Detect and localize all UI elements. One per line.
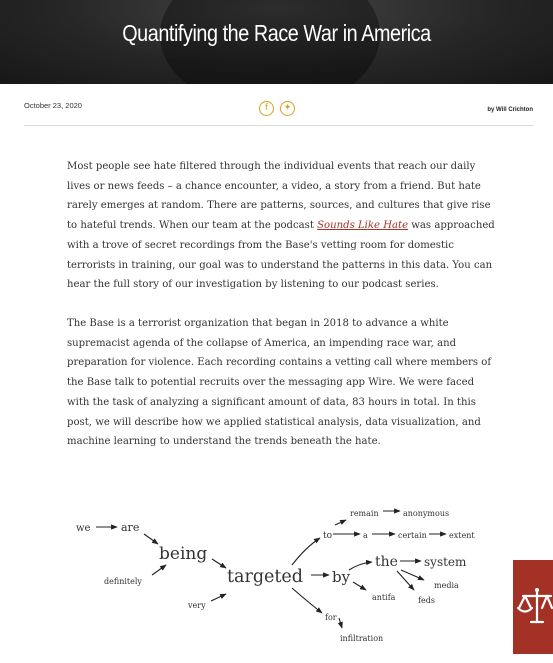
scales-icon [513, 560, 553, 654]
word-are: are [121, 521, 140, 534]
word-targeted: targeted [227, 567, 303, 587]
justice-scales-badge[interactable] [513, 560, 553, 654]
paragraph-text: Most people see hate filtered through the individual events that reach our daily lives or news feeds – a chance encounter, a video, a story from a friend. But hate rarely emerges at random. There are patterns, sources, and cultures that give rise to hateful trends. When our team at the podcast [67, 161, 491, 232]
article-paragraph-2: The Base is a terrorist organization that began in 2018 to advance a white supremacist agenda of the collapse of America, an impending race war, and preparation for violence. Each recording contains a vetting call where members of the Base talk to potential recruits over the messaging app Wire. We were faced with the task of analyzing a significant amount of data, 83 hours in total. In this post, we will describe how we applied statistical analysis, data visualization, and machine learning to understand the trends beneath the hate. [67, 318, 492, 448]
twitter-icon[interactable]: ✦ [280, 101, 295, 116]
word-certain: certain [398, 531, 427, 540]
word-feds: feds [418, 596, 435, 605]
author-byline: by Will Crichton [487, 107, 533, 113]
word-being: being [159, 544, 208, 564]
hero-banner [0, 0, 553, 84]
word-anonymous: anonymous [403, 509, 450, 518]
word-by: by [332, 568, 351, 586]
word-infiltration: infiltration [340, 634, 384, 643]
word-media: media [434, 581, 459, 590]
facebook-icon[interactable]: f [259, 101, 274, 116]
share-buttons [259, 101, 295, 116]
word-antifa: antifa [372, 593, 396, 602]
article-paragraph-1 [67, 157, 497, 295]
word-tree-diagram [0, 490, 553, 663]
word-very: very [188, 601, 206, 610]
word-the: the [375, 554, 398, 570]
word-remain: remain [350, 509, 379, 518]
word-system: system [424, 555, 467, 569]
word-extent: extent [449, 531, 475, 540]
publish-date: October 23, 2020 [24, 101, 82, 110]
podcast-link[interactable]: Sounds Like Hate [317, 220, 409, 232]
word-for: for [325, 613, 337, 622]
word-we: we [76, 523, 91, 534]
word-to: to [323, 531, 333, 541]
header-divider [24, 125, 533, 126]
paragraph-text: was approached with a trove of secret recordings from the Base's vetting room for domestic terrorists in training, our goal was to understand the patterns in this data. You can hear the full story of our investigation by listening to our podcast series. [67, 220, 495, 291]
word-a: a [363, 531, 368, 540]
page-title: Quantifying the Race War in America [122, 20, 431, 46]
word-definitely: definitely [104, 577, 142, 586]
